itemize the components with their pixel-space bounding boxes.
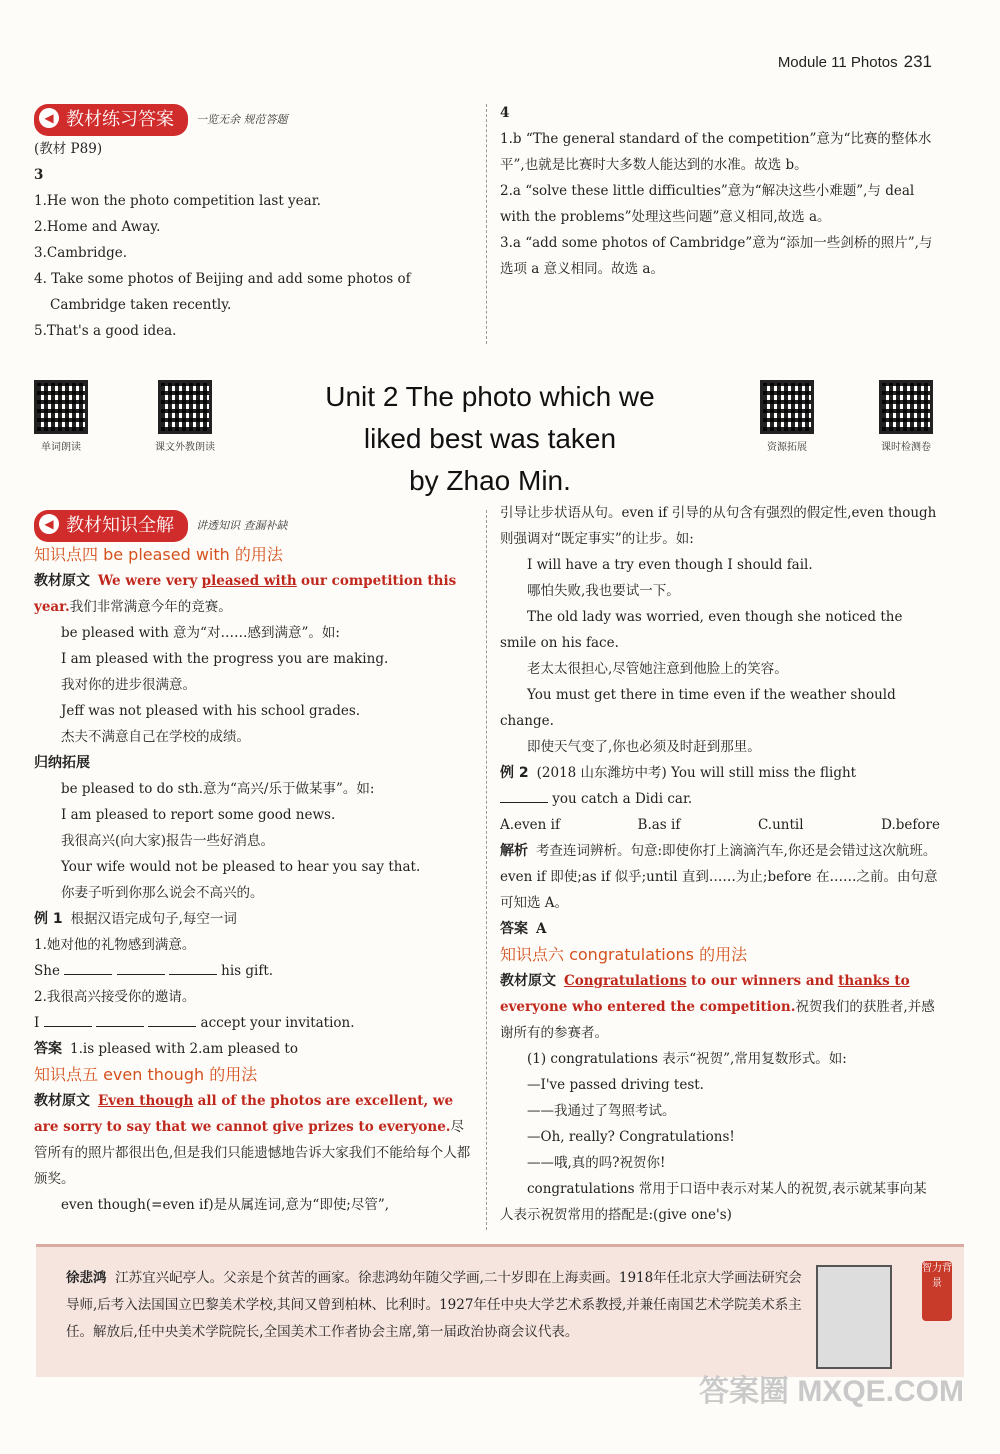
blank[interactable] xyxy=(44,1012,92,1027)
example-2-question: (2018 山东潍坊中考) You will still miss the flight xyxy=(536,765,857,781)
example-en: —Oh, really? Congratulations! xyxy=(527,1129,735,1145)
answers-banner xyxy=(34,104,288,136)
answer-item: 1.b “The general standard of the competition”意为“比赛的整体水平”,也就是比赛时大多数人能达到的水准。故选 b。 xyxy=(500,131,932,173)
ear-icon: ◀ xyxy=(39,514,59,534)
answer-item: 2.Home and Away. xyxy=(34,219,161,235)
answers-right xyxy=(500,100,940,282)
qr-label: 资源拓展 xyxy=(767,442,807,453)
divider xyxy=(486,510,487,1230)
exercise-text: She xyxy=(34,963,60,979)
qr-word-reading[interactable] xyxy=(30,380,92,453)
bio-text xyxy=(66,1265,806,1346)
module-label: Module 11 Photos xyxy=(777,54,898,71)
qr-code-icon xyxy=(760,380,814,434)
source-text: everyone who entered the competition. xyxy=(500,999,796,1015)
example-1-label: 例 1 xyxy=(34,911,63,927)
source-keyword: thanks to xyxy=(838,973,910,989)
watermark: 答案圈 MXQE.COM xyxy=(698,1375,964,1408)
source-label: 教材原文 xyxy=(34,573,90,589)
blank[interactable] xyxy=(117,960,165,975)
source-text: all of the photos are excellent, we are sorry to say that we cannot give prizes to everyone. xyxy=(34,1093,454,1135)
example-cn: ——哦,真的吗?祝贺你! xyxy=(527,1155,666,1171)
knowledge-point-4: 知识点四 be pleased with 的用法 xyxy=(34,545,283,564)
explanation-line: even though(=even if)是从属连词,意为“即使;尽管”, xyxy=(61,1197,390,1213)
qr-code-icon xyxy=(879,380,933,434)
example-en: I am pleased to report some good news. xyxy=(61,807,336,823)
explanation-line: (1) congratulations 表示“祝贺”,常用复数形式。如: xyxy=(527,1051,847,1067)
textbook-ref: (教材 P89) xyxy=(34,141,103,157)
qr-label: 课时检测卷 xyxy=(881,442,931,453)
example-cn: 我对你的进步很满意。 xyxy=(61,677,196,693)
example-cn: 杰夫不满意自己在学校的成绩。 xyxy=(61,729,250,745)
example-en: The old lady was worried, even though she noticed the smile on his face. xyxy=(500,609,903,651)
example-cn: 老太太很担心,尽管她注意到他脸上的笑容。 xyxy=(527,661,788,677)
qr-code-icon xyxy=(34,380,88,434)
exercise-text: his gift. xyxy=(221,963,274,979)
answer-label: 答案 xyxy=(34,1041,62,1057)
example-cn: 哪怕失败,我也要试一下。 xyxy=(527,583,680,599)
answer-item: 4. Take some photos of Beijing and add some photos of xyxy=(34,271,411,287)
source-label: 教材原文 xyxy=(500,973,556,989)
qr-test[interactable] xyxy=(870,380,942,453)
answer-label: 答案 xyxy=(500,921,528,937)
example-en: —I've passed driving test. xyxy=(527,1077,704,1093)
extension-label: 归纳拓展 xyxy=(34,755,90,771)
example-2-label: 例 2 xyxy=(500,765,529,781)
example-en: Jeff was not pleased with his school grades. xyxy=(61,703,361,719)
source-keyword: pleased with xyxy=(201,573,297,589)
blank[interactable] xyxy=(169,960,217,975)
unit-title-line: liked best was taken xyxy=(363,423,617,454)
explanation-line: 引导让步状语从句。even if 引导的从句含有强烈的假定性,even though 则强调对“既定事实”的让步。如: xyxy=(500,505,937,547)
unit-title-line: by Zhao Min. xyxy=(409,465,571,496)
page-header xyxy=(778,52,932,72)
explanation-line: be pleased to do sth.意为“高兴/乐于做某事”。如: xyxy=(61,781,375,797)
qr-label: 单词朗读 xyxy=(41,442,81,453)
knowledge-subtitle: 讲透知识 查漏补缺 xyxy=(196,519,288,532)
answers-title: 教材练习答案 xyxy=(66,109,174,130)
source-label: 教材原文 xyxy=(34,1093,90,1109)
answer-item: 5.That's a good idea. xyxy=(34,323,177,339)
analysis-label: 解析 xyxy=(500,843,528,859)
example-cn: 我很高兴(向大家)报告一些好消息。 xyxy=(61,833,275,849)
blank[interactable] xyxy=(64,960,112,975)
q3-label: 3 xyxy=(34,167,44,183)
analysis-text: 考查连词辨析。句意:即使你打上滴滴汽车,你还是会错过这次航班。even if 即使;as if 似乎;until 直到……为止;before 在……之前。由句意可知选 A。 xyxy=(500,843,938,911)
divider xyxy=(486,104,487,344)
explanation-line: be pleased with 意为“对……感到满意”。如: xyxy=(61,625,340,641)
knowledge-title: 教材知识全解 xyxy=(66,515,174,536)
answer-item: 3.a “add some photos of Cambridge”意为“添加一些剑桥的照片”,与选项 a 意义相同。故选 a。 xyxy=(500,235,933,277)
q4-label: 4 xyxy=(500,105,510,121)
example-2-question: you catch a Didi car. xyxy=(552,791,693,807)
answer-text: A xyxy=(536,921,547,937)
qr-foreign-reading[interactable] xyxy=(140,380,230,453)
source-keyword: Congratulations xyxy=(564,973,687,989)
answers-left xyxy=(34,104,474,344)
background-info-box xyxy=(36,1244,964,1377)
source-translation: 尽管所有的照片都很出色,但是我们只能遗憾地告诉大家我们不能给每个人都颁奖。 xyxy=(34,1119,471,1187)
portrait-image xyxy=(816,1265,892,1369)
source-text: to our winners and xyxy=(690,973,834,989)
answer-item: 3.Cambridge. xyxy=(34,245,128,261)
knowledge-left xyxy=(34,510,474,1218)
source-translation: 祝贺我们的获胜者,并感谢所有的参赛者。 xyxy=(500,999,935,1041)
unit-title xyxy=(250,376,730,502)
example-en: I will have a try even though I should fail. xyxy=(527,557,813,573)
option-a[interactable]: A.even if xyxy=(500,817,560,833)
answer-item: 1.He won the photo competition last year. xyxy=(34,193,321,209)
qr-code-icon xyxy=(158,380,212,434)
example-cn: 即使天气变了,你也必须及时赶到那里。 xyxy=(527,739,761,755)
exercise-item: 2.我很高兴接受你的邀请。 xyxy=(34,989,196,1005)
page-number: 231 xyxy=(903,52,932,71)
bio-tag: 智力背景 xyxy=(922,1261,952,1321)
qr-resources[interactable] xyxy=(756,380,818,453)
option-b[interactable]: B.as if xyxy=(637,817,681,833)
blank[interactable] xyxy=(96,1012,144,1027)
answer-text: 1.is pleased with 2.am pleased to xyxy=(70,1041,298,1057)
option-d[interactable]: D.before xyxy=(881,817,940,833)
bio-body: 江苏宜兴屺亭人。父亲是个贫苦的画家。徐悲鸿幼年随父学画,二十岁即在上海卖画。1918年任北京大学画法研究会导师,后考入法国国立巴黎美术学校,其间又曾到柏林、比利时。1927年任中央大学艺术系教授,并兼任南国艺术学院美术系主任。解放后,任中央美术学院院长,全国美术工作者协会主席,第一届政治协商会议代表。 xyxy=(66,1270,802,1340)
answer-item: Cambridge taken recently. xyxy=(50,297,232,313)
answers-subtitle: 一览无余 规范答题 xyxy=(196,113,288,126)
bio-name: 徐悲鸿 xyxy=(66,1270,107,1286)
example-1-instruction: 根据汉语完成句子,每空一词 xyxy=(70,911,237,927)
blank[interactable] xyxy=(148,1012,196,1027)
exercise-item: 1.她对他的礼物感到满意。 xyxy=(34,937,196,953)
ear-icon: ◀ xyxy=(39,108,59,128)
exercise-text: accept your invitation. xyxy=(200,1015,355,1031)
source-keyword: Even though xyxy=(98,1093,194,1109)
source-text: our competition this year. xyxy=(34,573,457,615)
example-en: Your wife would not be pleased to hear you say that. xyxy=(61,859,421,875)
explanation-line: congratulations 常用于口语中表示对某人的祝贺,表示就某事向某人表示祝贺常用的搭配是:(give one's) xyxy=(500,1181,927,1223)
example-en: I am pleased with the progress you are making. xyxy=(61,651,389,667)
example-en: You must get there in time even if the weather should change. xyxy=(500,687,896,729)
knowledge-point-5: 知识点五 even though 的用法 xyxy=(34,1065,258,1084)
knowledge-banner xyxy=(34,510,288,542)
knowledge-point-6: 知识点六 congratulations 的用法 xyxy=(500,945,748,964)
source-text: We were very xyxy=(98,573,198,589)
unit-title-line: Unit 2 The photo which we xyxy=(325,381,655,412)
example-cn: ——我通过了驾照考试。 xyxy=(527,1103,676,1119)
exercise-text: I xyxy=(34,1015,40,1031)
answer-item: 2.a “solve these little difficulties”意为“解决这些小难题”,与 deal with the problems”处理这些问题”意义相同,故选 a。 xyxy=(500,183,915,225)
qr-label: 课文外教朗读 xyxy=(155,442,215,453)
knowledge-right xyxy=(500,500,940,1228)
blank[interactable] xyxy=(500,788,548,803)
option-c[interactable]: C.until xyxy=(757,817,804,833)
source-translation: 我们非常满意今年的竞赛。 xyxy=(69,599,232,615)
example-cn: 你妻子听到你那么说会不高兴的。 xyxy=(61,885,264,901)
